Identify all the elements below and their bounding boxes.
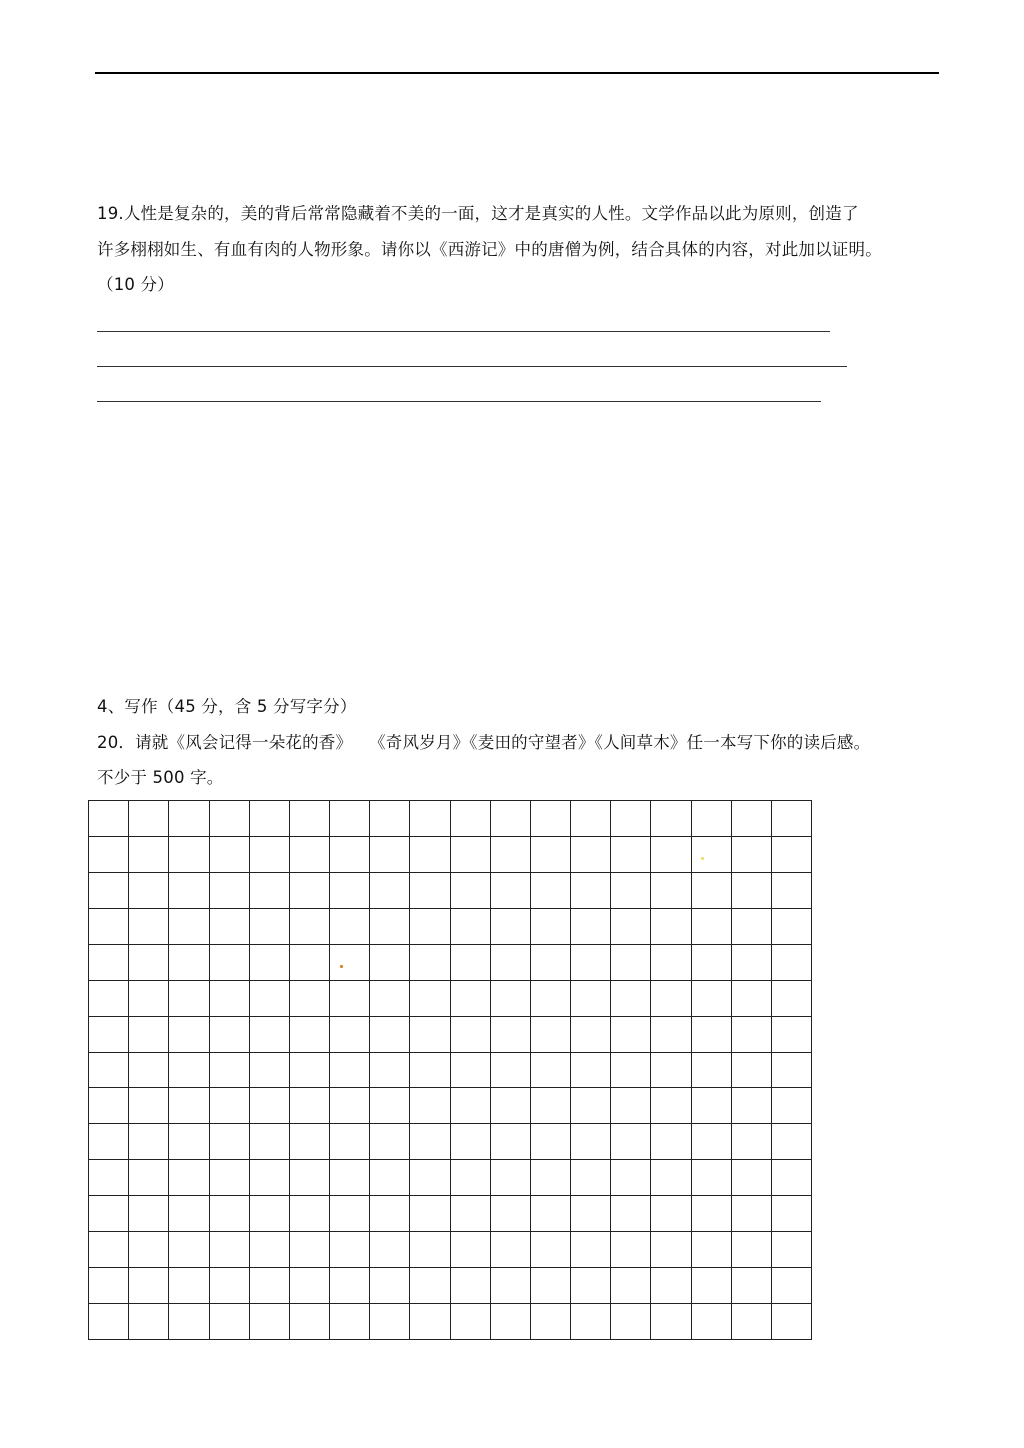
grid-cell[interactable] [330,1053,370,1089]
grid-cell[interactable] [250,1196,290,1232]
ink-speck [701,857,704,860]
grid-cell[interactable] [491,1124,531,1160]
grid-cell[interactable] [451,1268,491,1304]
grid-cell[interactable] [370,837,410,873]
grid-cell[interactable] [451,1196,491,1232]
grid-cell[interactable] [491,1160,531,1196]
grid-cell[interactable] [732,873,772,909]
grid-cell[interactable] [571,1232,611,1268]
grid-cell[interactable] [531,1160,571,1196]
grid-cell[interactable] [692,945,732,981]
grid-cell[interactable] [692,873,732,909]
grid-cell[interactable] [129,837,169,873]
grid-cell[interactable] [531,1124,571,1160]
grid-cell[interactable] [169,837,209,873]
grid-cell[interactable] [692,1304,732,1340]
grid-cell[interactable] [370,1017,410,1053]
grid-cell[interactable] [210,1268,250,1304]
grid-cell[interactable] [89,801,129,837]
grid-cell[interactable] [370,1196,410,1232]
grid-cell[interactable] [571,837,611,873]
grid-cell[interactable] [210,981,250,1017]
grid-cell[interactable] [210,1017,250,1053]
grid-cell[interactable] [651,1053,691,1089]
grid-cell[interactable] [732,1088,772,1124]
grid-cell[interactable] [410,1053,450,1089]
question-20-line-1: 20．请就《风会记得一朵花的香》 《奇风岁月》《麦田的守望者》《人间草木》任一本写下你的读后感。 [97,733,871,752]
ink-speck [340,965,343,968]
grid-cell[interactable] [571,1160,611,1196]
grid-cell[interactable] [451,909,491,945]
grid-cell[interactable] [410,1124,450,1160]
grid-cell[interactable] [250,1304,290,1340]
grid-cell[interactable] [611,1088,651,1124]
grid-cell[interactable] [410,981,450,1017]
grid-cell[interactable] [772,909,812,945]
grid-cell[interactable] [451,873,491,909]
grid-cell[interactable] [370,909,410,945]
grid-cell[interactable] [250,981,290,1017]
grid-cell[interactable] [169,1017,209,1053]
grid-cell[interactable] [451,1088,491,1124]
grid-cell[interactable] [491,1232,531,1268]
grid-cell[interactable] [571,981,611,1017]
grid-cell[interactable] [169,1124,209,1160]
grid-cell[interactable] [410,909,450,945]
grid-cell[interactable] [370,1268,410,1304]
grid-cell[interactable] [210,837,250,873]
grid-cell[interactable] [129,1232,169,1268]
grid-cell[interactable] [651,801,691,837]
grid-cell[interactable] [571,873,611,909]
grid-cell[interactable] [169,1160,209,1196]
grid-cell[interactable] [330,1196,370,1232]
grid-cell[interactable] [491,1304,531,1340]
grid-cell[interactable] [451,1017,491,1053]
grid-cell[interactable] [772,837,812,873]
question-20-line-2: 不少于 500 字。 [97,768,224,787]
grid-cell[interactable] [611,1053,651,1089]
grid-cell[interactable] [129,909,169,945]
grid-cell[interactable] [89,1232,129,1268]
grid-cell[interactable] [410,1196,450,1232]
grid-cell[interactable] [732,1304,772,1340]
grid-cell[interactable] [129,1088,169,1124]
grid-cell[interactable] [370,1160,410,1196]
answer-line-3[interactable] [97,401,821,402]
grid-cell[interactable] [169,873,209,909]
grid-cell[interactable] [290,1304,330,1340]
grid-cell[interactable] [169,945,209,981]
grid-cell[interactable] [330,945,370,981]
grid-cell[interactable] [169,1053,209,1089]
grid-cell[interactable] [410,945,450,981]
grid-cell[interactable] [129,1268,169,1304]
grid-cell[interactable] [571,1017,611,1053]
grid-cell[interactable] [210,1053,250,1089]
grid-cell[interactable] [370,801,410,837]
grid-cell[interactable] [571,1196,611,1232]
grid-cell[interactable] [772,1017,812,1053]
grid-cell[interactable] [451,1160,491,1196]
grid-cell[interactable] [451,1053,491,1089]
grid-cell[interactable] [651,1268,691,1304]
grid-cell[interactable] [772,801,812,837]
grid-cell[interactable] [531,1053,571,1089]
grid-cell[interactable] [491,909,531,945]
grid-cell[interactable] [250,1088,290,1124]
grid-cell[interactable] [692,1196,732,1232]
grid-cell[interactable] [651,1232,691,1268]
grid-cell[interactable] [129,1053,169,1089]
grid-cell[interactable] [611,1268,651,1304]
grid-cell[interactable] [491,873,531,909]
grid-cell[interactable] [491,1268,531,1304]
grid-cell[interactable] [451,1232,491,1268]
grid-cell[interactable] [210,1160,250,1196]
grid-cell[interactable] [250,837,290,873]
grid-cell[interactable] [370,1124,410,1160]
grid-cell[interactable] [89,909,129,945]
grid-cell[interactable] [169,1088,209,1124]
grid-cell[interactable] [451,801,491,837]
grid-cell[interactable] [692,801,732,837]
grid-cell[interactable] [330,837,370,873]
grid-cell[interactable] [89,1304,129,1340]
grid-cell[interactable] [531,1088,571,1124]
question-19-line-2: 许多栩栩如生、有血有肉的人物形象。请你以《西游记》中的唐僧为例，结合具体的内容，对此加以证明。 [97,240,882,259]
grid-cell[interactable] [89,873,129,909]
grid-cell[interactable] [330,1232,370,1268]
grid-cell[interactable] [210,945,250,981]
grid-cell[interactable] [129,1304,169,1340]
grid-cell[interactable] [611,1196,651,1232]
grid-cell[interactable] [370,981,410,1017]
grid-cell[interactable] [692,1088,732,1124]
grid-cell[interactable] [772,1053,812,1089]
grid-cell[interactable] [169,1196,209,1232]
grid-cell[interactable] [250,1268,290,1304]
grid-cell[interactable] [531,837,571,873]
grid-cell[interactable] [692,1124,732,1160]
grid-cell[interactable] [531,801,571,837]
grid-cell[interactable] [89,981,129,1017]
grid-cell[interactable] [491,981,531,1017]
grid-cell[interactable] [651,837,691,873]
grid-cell[interactable] [772,873,812,909]
grid-cell[interactable] [531,1017,571,1053]
grid-cell[interactable] [531,873,571,909]
grid-cell[interactable] [772,1124,812,1160]
grid-cell[interactable] [129,1017,169,1053]
answer-line-1[interactable] [97,331,830,332]
grid-cell[interactable] [410,873,450,909]
grid-cell[interactable] [330,981,370,1017]
grid-cell[interactable] [611,873,651,909]
grid-cell[interactable] [330,1160,370,1196]
grid-cell[interactable] [129,945,169,981]
grid-cell[interactable] [651,1160,691,1196]
grid-cell[interactable] [290,909,330,945]
grid-cell[interactable] [611,1124,651,1160]
grid-cell[interactable] [290,1017,330,1053]
grid-cell[interactable] [571,945,611,981]
grid-cell[interactable] [250,1017,290,1053]
grid-cell[interactable] [651,873,691,909]
grid-cell[interactable] [250,1232,290,1268]
grid-cell[interactable] [290,1053,330,1089]
grid-cell[interactable] [692,981,732,1017]
grid-cell[interactable] [250,801,290,837]
grid-cell[interactable] [732,1232,772,1268]
grid-cell[interactable] [651,909,691,945]
grid-cell[interactable] [451,981,491,1017]
grid-cell[interactable] [611,837,651,873]
grid-cell[interactable] [732,1160,772,1196]
grid-cell[interactable] [89,1160,129,1196]
grid-cell[interactable] [651,1017,691,1053]
grid-cell[interactable] [491,945,531,981]
grid-cell[interactable] [410,1088,450,1124]
grid-cell[interactable] [772,1088,812,1124]
grid-cell[interactable] [210,1232,250,1268]
grid-cell[interactable] [451,837,491,873]
grid-cell[interactable] [571,909,611,945]
answer-line-2[interactable] [97,366,847,367]
question-19-line-1: 19.人性是复杂的，美的背后常常隐藏着不美的一面，这才是真实的人性。文学作品以此为原则，创造了 [97,204,859,223]
grid-cell[interactable] [290,801,330,837]
grid-cell[interactable] [169,909,209,945]
grid-cell[interactable] [732,945,772,981]
grid-cell[interactable] [89,1017,129,1053]
grid-cell[interactable] [732,1053,772,1089]
grid-cell[interactable] [410,1232,450,1268]
grid-cell[interactable] [491,801,531,837]
composition-grid[interactable] [88,800,812,1340]
grid-cell[interactable] [651,1088,691,1124]
grid-cell[interactable] [571,1124,611,1160]
grid-cell[interactable] [410,1268,450,1304]
grid-cell[interactable] [89,837,129,873]
grid-cell[interactable] [330,873,370,909]
grid-cell[interactable] [210,801,250,837]
grid-cell[interactable] [531,1268,571,1304]
grid-cell[interactable] [330,909,370,945]
grid-cell[interactable] [531,909,571,945]
grid-cell[interactable] [611,1304,651,1340]
writing-section-heading: 4、写作（45 分，含 5 分写字分） [97,697,357,716]
grid-cell[interactable] [571,1304,611,1340]
grid-cell[interactable] [692,837,732,873]
grid-cell[interactable] [772,1160,812,1196]
grid-cell[interactable] [491,1088,531,1124]
grid-cell[interactable] [210,1196,250,1232]
grid-cell[interactable] [290,945,330,981]
header-rule [95,72,939,74]
grid-cell[interactable] [290,873,330,909]
grid-cell[interactable] [89,1124,129,1160]
grid-cell[interactable] [491,1196,531,1232]
grid-cell[interactable] [611,801,651,837]
grid-cell[interactable] [169,1268,209,1304]
grid-cell[interactable] [692,1160,732,1196]
grid-cell[interactable] [732,801,772,837]
grid-cell[interactable] [732,1268,772,1304]
grid-cell[interactable] [169,1304,209,1340]
grid-cell[interactable] [89,1088,129,1124]
grid-cell[interactable] [611,945,651,981]
grid-cell[interactable] [330,1268,370,1304]
grid-cell[interactable] [290,1196,330,1232]
grid-cell[interactable] [250,873,290,909]
grid-cell[interactable] [732,1196,772,1232]
grid-cell[interactable] [491,1053,531,1089]
grid-cell[interactable] [250,1160,290,1196]
grid-cell[interactable] [692,1268,732,1304]
grid-cell[interactable] [210,1124,250,1160]
grid-cell[interactable] [611,909,651,945]
grid-cell[interactable] [169,801,209,837]
grid-cell[interactable] [692,909,732,945]
grid-cell[interactable] [330,1304,370,1340]
grid-cell[interactable] [772,1232,812,1268]
grid-cell[interactable] [651,1196,691,1232]
grid-cell[interactable] [772,1196,812,1232]
grid-cell[interactable] [250,1124,290,1160]
grid-cell[interactable] [692,1017,732,1053]
grid-cell[interactable] [330,1017,370,1053]
grid-cell[interactable] [651,1124,691,1160]
grid-cell[interactable] [732,1017,772,1053]
grid-cell[interactable] [330,801,370,837]
grid-cell[interactable] [611,1232,651,1268]
grid-cell[interactable] [531,1304,571,1340]
grid-cell[interactable] [410,837,450,873]
grid-cell[interactable] [330,1088,370,1124]
grid-cell[interactable] [370,945,410,981]
grid-cell[interactable] [370,1088,410,1124]
grid-cell[interactable] [692,1053,732,1089]
grid-cell[interactable] [129,1124,169,1160]
grid-cell[interactable] [370,1053,410,1089]
grid-cell[interactable] [250,945,290,981]
grid-cell[interactable] [129,981,169,1017]
grid-cell[interactable] [611,1017,651,1053]
grid-cell[interactable] [290,1160,330,1196]
grid-cell[interactable] [772,1304,812,1340]
grid-cell[interactable] [732,837,772,873]
grid-cell[interactable] [370,1232,410,1268]
grid-cell[interactable] [772,1268,812,1304]
grid-cell[interactable] [571,1268,611,1304]
grid-cell[interactable] [89,1196,129,1232]
grid-cell[interactable] [451,945,491,981]
grid-cell[interactable] [250,1053,290,1089]
grid-cell[interactable] [611,981,651,1017]
grid-cell[interactable] [290,1232,330,1268]
grid-cell[interactable] [370,873,410,909]
grid-cell[interactable] [410,1017,450,1053]
grid-cell[interactable] [531,1196,571,1232]
grid-cell[interactable] [692,1232,732,1268]
grid-cell[interactable] [732,1124,772,1160]
grid-cell[interactable] [410,1160,450,1196]
grid-cell[interactable] [290,1124,330,1160]
grid-cell[interactable] [651,1304,691,1340]
grid-cell[interactable] [290,837,330,873]
grid-cell[interactable] [531,1232,571,1268]
grid-cell[interactable] [250,909,290,945]
grid-cell[interactable] [772,945,812,981]
grid-cell[interactable] [129,1196,169,1232]
grid-cell[interactable] [611,1160,651,1196]
grid-cell[interactable] [330,1124,370,1160]
grid-cell[interactable] [451,1304,491,1340]
grid-cell[interactable] [732,909,772,945]
grid-cell[interactable] [571,801,611,837]
grid-cell[interactable] [129,873,169,909]
grid-cell[interactable] [210,909,250,945]
grid-cell[interactable] [169,1232,209,1268]
grid-cell[interactable] [491,837,531,873]
grid-cell[interactable] [531,945,571,981]
grid-cell[interactable] [370,1304,410,1340]
grid-cell[interactable] [491,1017,531,1053]
grid-cell[interactable] [651,981,691,1017]
grid-cell[interactable] [451,1124,491,1160]
grid-cell[interactable] [89,1268,129,1304]
grid-cell[interactable] [169,981,209,1017]
grid-cell[interactable] [290,981,330,1017]
grid-cell[interactable] [210,1088,250,1124]
grid-cell[interactable] [210,873,250,909]
grid-cell[interactable] [129,1160,169,1196]
grid-cell[interactable] [129,801,169,837]
grid-cell[interactable] [89,1053,129,1089]
grid-cell[interactable] [732,981,772,1017]
grid-cell[interactable] [410,801,450,837]
grid-cell[interactable] [210,1304,250,1340]
grid-cell[interactable] [571,1088,611,1124]
question-19-points: （10 分） [97,275,174,294]
grid-cell[interactable] [89,945,129,981]
grid-cell[interactable] [290,1268,330,1304]
grid-cell[interactable] [531,981,571,1017]
grid-cell[interactable] [410,1304,450,1340]
grid-cell[interactable] [290,1088,330,1124]
grid-cell[interactable] [571,1053,611,1089]
grid-cell[interactable] [772,981,812,1017]
grid-cell[interactable] [651,945,691,981]
